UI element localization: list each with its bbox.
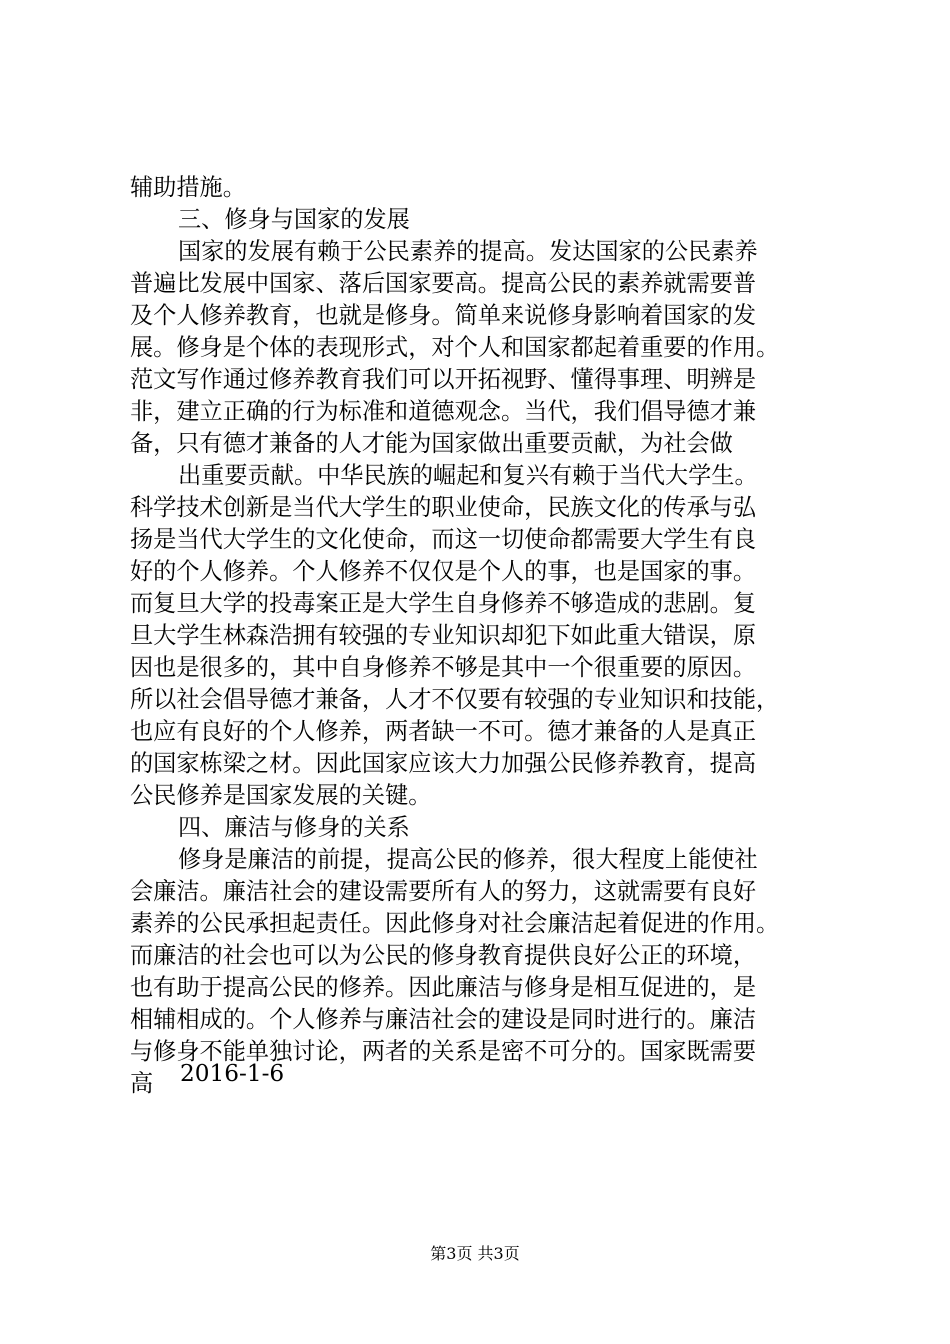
- text-line: 而复旦大学的投毒案正是大学生自身修养不够造成的悲剧。复: [130, 590, 757, 617]
- text-line: 好的个人修养。个人修养不仅仅是个人的事，也是国家的事。: [130, 558, 757, 585]
- text-line: 修身是廉洁的前提，提高公民的修养，很大程度上能使社: [178, 846, 758, 873]
- text-line: 公民修养是国家发展的关键。: [130, 782, 432, 809]
- text-line: 相辅相成的。个人修养与廉洁社会的建设是同时进行的。廉洁: [130, 1006, 757, 1033]
- document-date: 2016-1-6: [180, 1060, 285, 1087]
- text-line: 与修身不能单独讨论，两者的关系是密不可分的。国家既需要: [130, 1038, 757, 1065]
- text-line: 也有助于提高公民的修养。因此廉洁与修身是相互促进的，是: [130, 974, 757, 1001]
- text-line: 展。修身是个体的表现形式，对个人和国家都起着重要的作用。: [130, 334, 780, 361]
- page-footer: 第3页 共3页: [430, 1244, 520, 1263]
- section-heading: 四、廉洁与修身的关系: [178, 814, 410, 841]
- text-line: 范文写作通过修养教育我们可以开拓视野、懂得事理、明辨是: [130, 366, 757, 393]
- text-line: 高: [130, 1070, 154, 1097]
- text-line: 备，只有德才兼备的人才能为国家做出重要贡献，为社会做: [130, 430, 733, 457]
- text-line: 科学技术创新是当代大学生的职业使命，民族文化的传承与弘: [130, 494, 757, 521]
- text-line: 素养的公民承担起责任。因此修身对社会廉洁起着促进的作用。: [130, 910, 780, 937]
- text-line: 的国家栋梁之材。因此国家应该大力加强公民修养教育，提高: [130, 750, 757, 777]
- text-line: 普遍比发展中国家、落后国家要高。提高公民的素养就需要普: [130, 270, 757, 297]
- text-line: 而廉洁的社会也可以为公民的修身教育提供良好公正的环境，: [130, 942, 757, 969]
- section-heading: 三、修身与国家的发展: [178, 206, 410, 233]
- text-line: 会廉洁。廉洁社会的建设需要所有人的努力，这就需要有良好: [130, 878, 757, 905]
- text-line: 因也是很多的，其中自身修养不够是其中一个很重要的原因。: [130, 654, 757, 681]
- text-line: 国家的发展有赖于公民素养的提高。发达国家的公民素养: [178, 238, 758, 265]
- text-line: 所以社会倡导德才兼备，人才不仅要有较强的专业知识和技能，: [130, 686, 780, 713]
- text-line: 扬是当代大学生的文化使命，而这一切使命都需要大学生有良: [130, 526, 757, 553]
- text-line: 非，建立正确的行为标准和道德观念。当代，我们倡导德才兼: [130, 398, 757, 425]
- text-line: 旦大学生林森浩拥有较强的专业知识却犯下如此重大错误，原: [130, 622, 757, 649]
- text-line: 也应有良好的个人修养，两者缺一不可。德才兼备的人是真正: [130, 718, 757, 745]
- text-line: 及个人修养教育，也就是修身。简单来说修身影响着国家的发: [130, 302, 757, 329]
- text-line: 辅助措施。: [130, 174, 246, 201]
- text-line: 出重要贡献。中华民族的崛起和复兴有赖于当代大学生。: [178, 462, 758, 489]
